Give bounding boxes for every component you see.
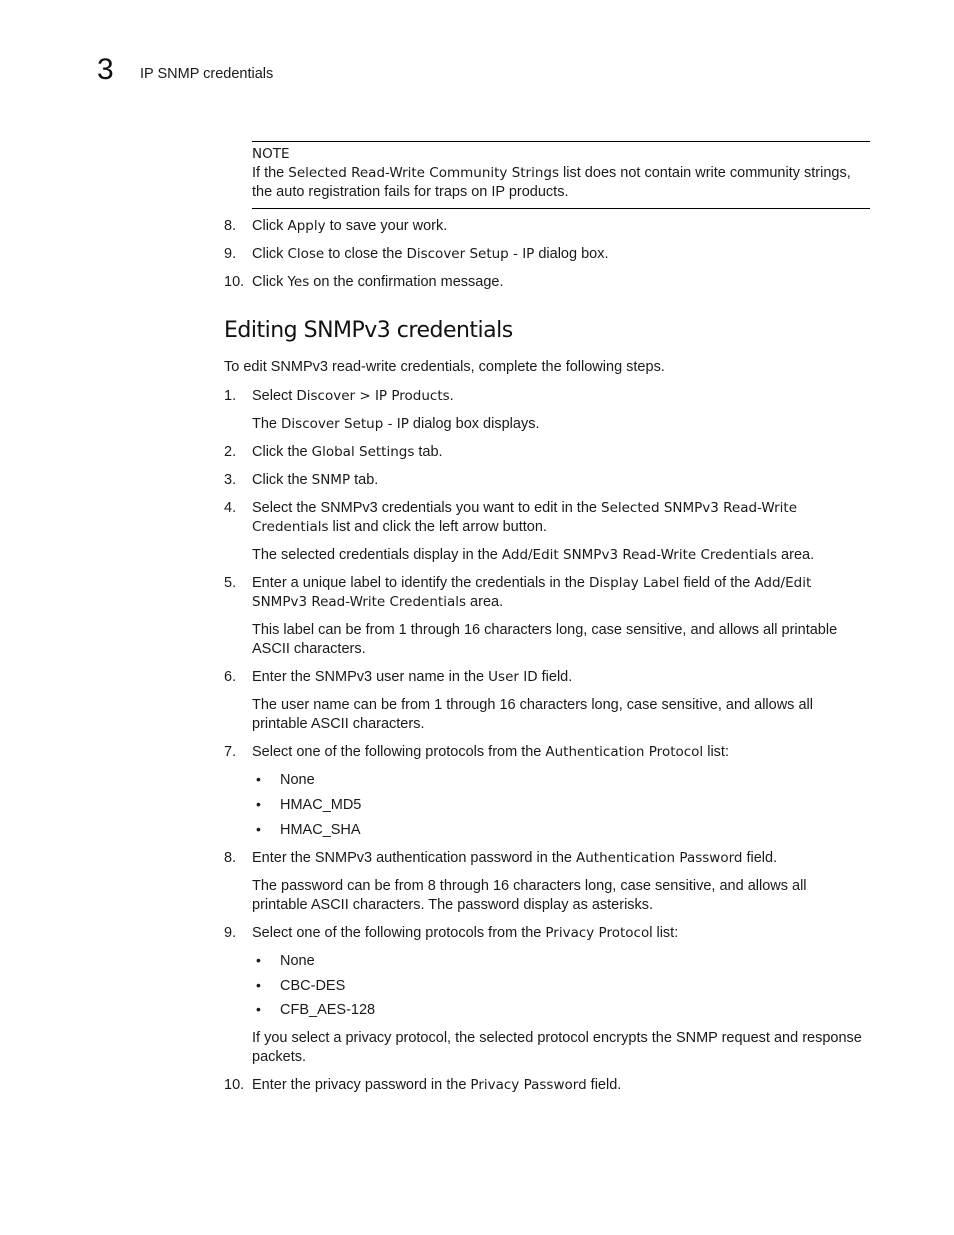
step-text: . [449, 388, 454, 404]
chapter-number: 3 [97, 53, 114, 86]
step-subtext: The password can be from 8 through 16 characters long, case sensitive, and allows all printable ASCII characters. The password display as asterisks. [252, 878, 807, 913]
step-text: list: [703, 744, 729, 760]
bullet-text: CBC-DES [280, 978, 346, 994]
step-bold: Global Settings [311, 444, 415, 460]
step-number: 8. [224, 218, 237, 234]
step-text: Select the SNMPv3 credentials you want to edit in the [252, 500, 601, 516]
step-number: 6. [224, 669, 237, 685]
step-subtext: The user name can be from 1 through 16 characters long, case sensitive, and allows all printable ASCII characters. [252, 697, 813, 732]
chapter-title: IP SNMP credentials [140, 66, 274, 82]
step-text: Select [252, 388, 297, 404]
step-bold: Discover > IP Products [296, 388, 450, 404]
step-text: Select one of the following protocols from the [252, 925, 546, 941]
bullet-text: None [280, 953, 315, 969]
note-text-after: list does not contain write community strings, the auto registration fails for traps on IP products. [252, 165, 851, 200]
step-text: field. [586, 1077, 622, 1093]
step-text: Enter the SNMPv3 authentication password in the [252, 850, 577, 866]
bullet-icon: • [256, 952, 261, 968]
step-bold: Discover Setup - IP [281, 416, 409, 432]
step-text: tab. [350, 472, 379, 488]
step-number: 2. [224, 444, 237, 460]
step-text: field. [742, 850, 778, 866]
step-text: Enter the privacy password in the [252, 1077, 471, 1093]
step-bold: Add/Edit SNMPv3 Read-Write Credentials [501, 547, 778, 563]
note-bold: Selected Read-Write Community Strings [288, 165, 560, 181]
step-text: Select one of the following protocols from the [252, 744, 546, 760]
step-subtext: If you select a privacy protocol, the selected protocol encrypts the SNMP request and response packets. [252, 1030, 862, 1065]
bullet-text: HMAC_SHA [280, 822, 361, 838]
bullet-text: CFB_AES-128 [280, 1002, 376, 1018]
step-text: area. [466, 594, 504, 610]
step-text: Enter a unique label to identify the credentials in the [252, 575, 589, 591]
step-number: 7. [224, 744, 237, 760]
step-text: Click [252, 274, 288, 290]
step-bold: User ID [488, 669, 538, 685]
step-text: to save your work. [325, 218, 448, 234]
note-label: NOTE [252, 146, 290, 162]
step-bold: Authentication Protocol [545, 744, 704, 760]
step-text: area. [777, 547, 815, 563]
step-number: 10. [224, 1077, 245, 1093]
step-text: to close the [324, 246, 407, 262]
step-subtext [252, 415, 870, 434]
step-bold: Display Label [588, 575, 680, 591]
note-text-before: If the [252, 165, 289, 181]
step-text: Click [252, 246, 288, 262]
step-text: field of the [679, 575, 755, 591]
step-bold: Selected SNMPv3 Read-Write Credentials [252, 500, 798, 535]
step-number: 10. [224, 274, 245, 290]
step-number: 3. [224, 472, 237, 488]
step-bold: Yes [287, 274, 310, 290]
section-heading: Editing SNMPv3 credentials [224, 318, 513, 343]
step-text: The [252, 416, 282, 432]
step-number: 1. [224, 388, 237, 404]
step-text: l list: [649, 925, 679, 941]
step-text: dialog box. [534, 246, 609, 262]
step-number: 4. [224, 500, 237, 516]
section-intro: To edit SNMPv3 read-write credentials, complete the following steps. [224, 359, 665, 375]
step-text: field. [537, 669, 573, 685]
step-text: Click the [252, 472, 312, 488]
bullet-icon: • [256, 771, 261, 787]
step-text: on the confirmation message. [309, 274, 504, 290]
step-bold: Privacy Protoco [545, 925, 650, 941]
step-text: dialog box displays. [408, 416, 540, 432]
step-number: 8. [224, 850, 237, 866]
bullet-icon: • [256, 796, 261, 812]
step-bold: Add/Edit SNMPv3 Read-Write Credentials [252, 575, 812, 610]
step-text: The selected credentials display in the [252, 547, 502, 563]
step-bold: Discover Setup - IP [406, 246, 535, 262]
step-text: Enter the SNMPv3 user name in the [252, 669, 489, 685]
bullet-icon: • [256, 1001, 261, 1017]
step-text: list and click the left arrow button. [328, 519, 547, 535]
step-bold: SNMP [311, 472, 351, 488]
note-box [252, 141, 870, 209]
step-bold: Close [287, 246, 325, 262]
bullet-text: HMAC_MD5 [280, 797, 362, 813]
bullet-text: None [280, 772, 315, 788]
step-number: 5. [224, 575, 237, 591]
step-text: Click [252, 218, 288, 234]
step-subtext [252, 546, 870, 565]
step-text: tab. [414, 444, 443, 460]
step-number: 9. [224, 925, 237, 941]
bullet-icon: • [256, 821, 261, 837]
step-number: 9. [224, 246, 237, 262]
step-bold: Authentication Password [576, 850, 743, 866]
step-text: Click the [252, 444, 312, 460]
step-subtext: This label can be from 1 through 16 characters long, case sensitive, and allows all printable ASCII characters. [252, 622, 838, 657]
bullet-icon: • [256, 977, 261, 993]
step-bold: Privacy Password [470, 1077, 587, 1093]
step-bold: Apply [287, 218, 326, 234]
